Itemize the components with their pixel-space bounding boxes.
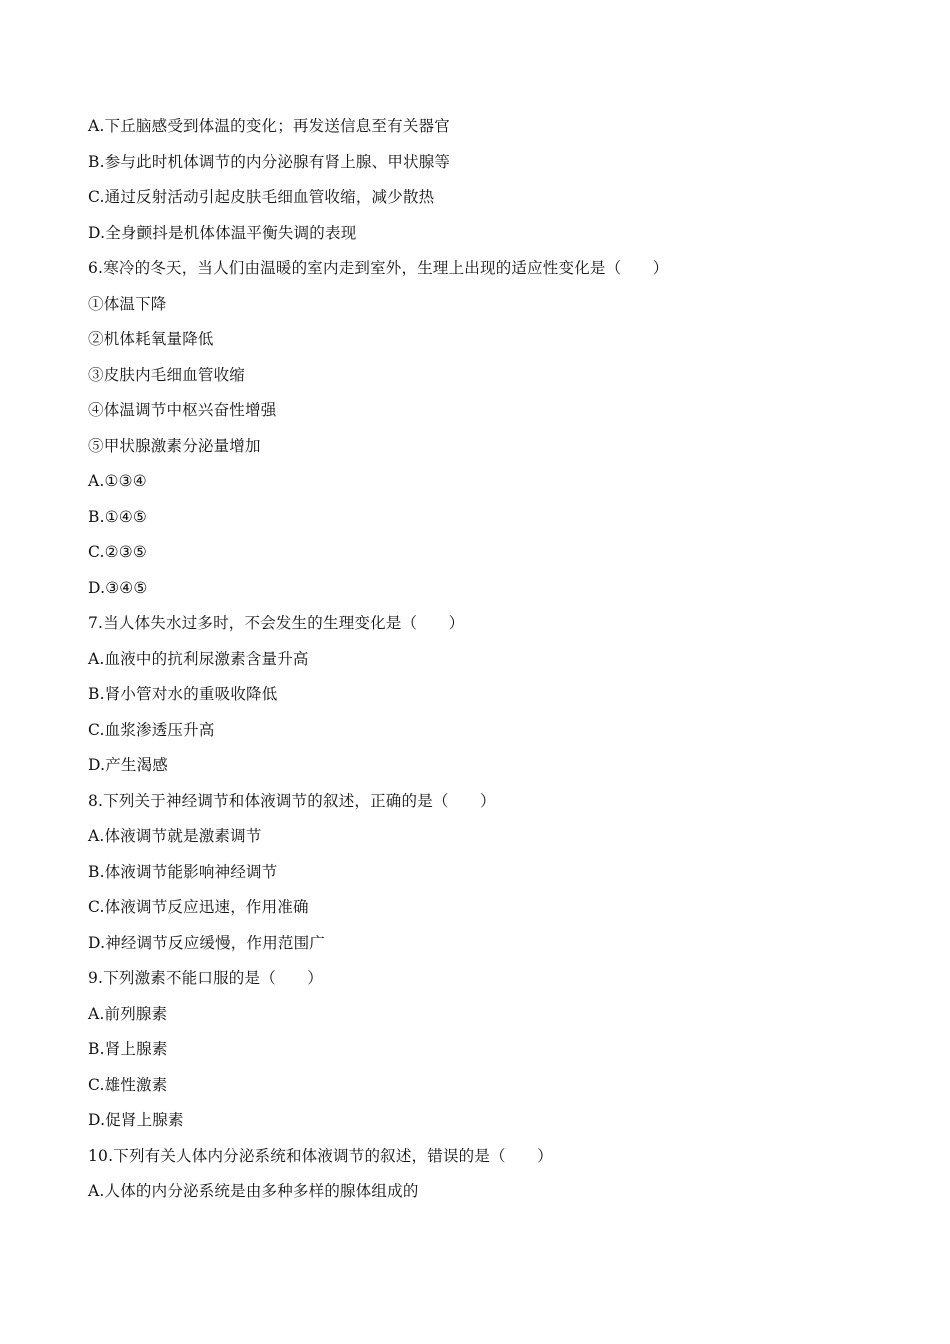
option-line: D.产生渴感 (88, 756, 169, 774)
question-line: 6.寒冷的冬天，当人们由温暖的室内走到室外，生理上出现的适应性变化是（ ） (88, 259, 669, 277)
option-line: B.体液调节能影响神经调节 (88, 862, 278, 881)
question-line: 10.下列有关人体内分泌系统和体液调节的叙述，错误的是（ ） (88, 1146, 553, 1165)
statement-line: ④体温调节中枢兴奋性增强 (88, 401, 277, 419)
option-line: D.神经调节反应缓慢，作用范围广 (88, 933, 326, 952)
option-line: C.血浆渗透压升高 (88, 720, 215, 739)
option-line: A.血液中的抗利尿激素含量升高 (88, 649, 309, 668)
question-line: 8.下列关于神经调节和体液调节的叙述，正确的是（ ） (88, 791, 496, 810)
option-line: D.促肾上腺素 (88, 1111, 184, 1129)
option-line: C.通过反射活动引起皮肤毛细血管收缩，减少散热 (88, 188, 435, 206)
statement-line: ⑤甲状腺激素分泌量增加 (88, 436, 261, 455)
question-line: 7.当人体失水过多时，不会发生的生理变化是（ ） (88, 614, 465, 632)
statement-line: ③皮肤内毛细血管收缩 (88, 365, 246, 384)
option-line: C.体液调节反应迅速，作用准确 (88, 898, 309, 916)
option-line: C.雄性激素 (88, 1075, 168, 1094)
option-line: B.肾上腺素 (88, 1040, 168, 1058)
option-line: A.①③④ (88, 472, 147, 490)
option-line: A.下丘脑感受到体温的变化；再发送信息至有关器官 (88, 117, 450, 135)
option-line: A.前列腺素 (88, 1004, 168, 1023)
option-line: B.肾小管对水的重吸收降低 (88, 685, 278, 703)
question-text-block (88, 113, 888, 1214)
option-line: D.③④⑤ (88, 578, 148, 597)
option-line: C.②③⑤ (88, 543, 147, 561)
option-line: A.体液调节就是激素调节 (88, 827, 262, 845)
option-line: D.全身颤抖是机体体温平衡失调的表现 (88, 223, 357, 242)
option-line: B.参与此时机体调节的内分泌腺有肾上腺、甲状腺等 (88, 152, 451, 171)
question-line: 9.下列激素不能口服的是（ ） (88, 969, 323, 987)
option-line: B.①④⑤ (88, 507, 148, 526)
option-line: A.人体的内分泌系统是由多种多样的腺体组成的 (88, 1182, 419, 1200)
statement-line: ①体温下降 (88, 294, 167, 313)
statement-line: ②机体耗氧量降低 (88, 330, 214, 348)
